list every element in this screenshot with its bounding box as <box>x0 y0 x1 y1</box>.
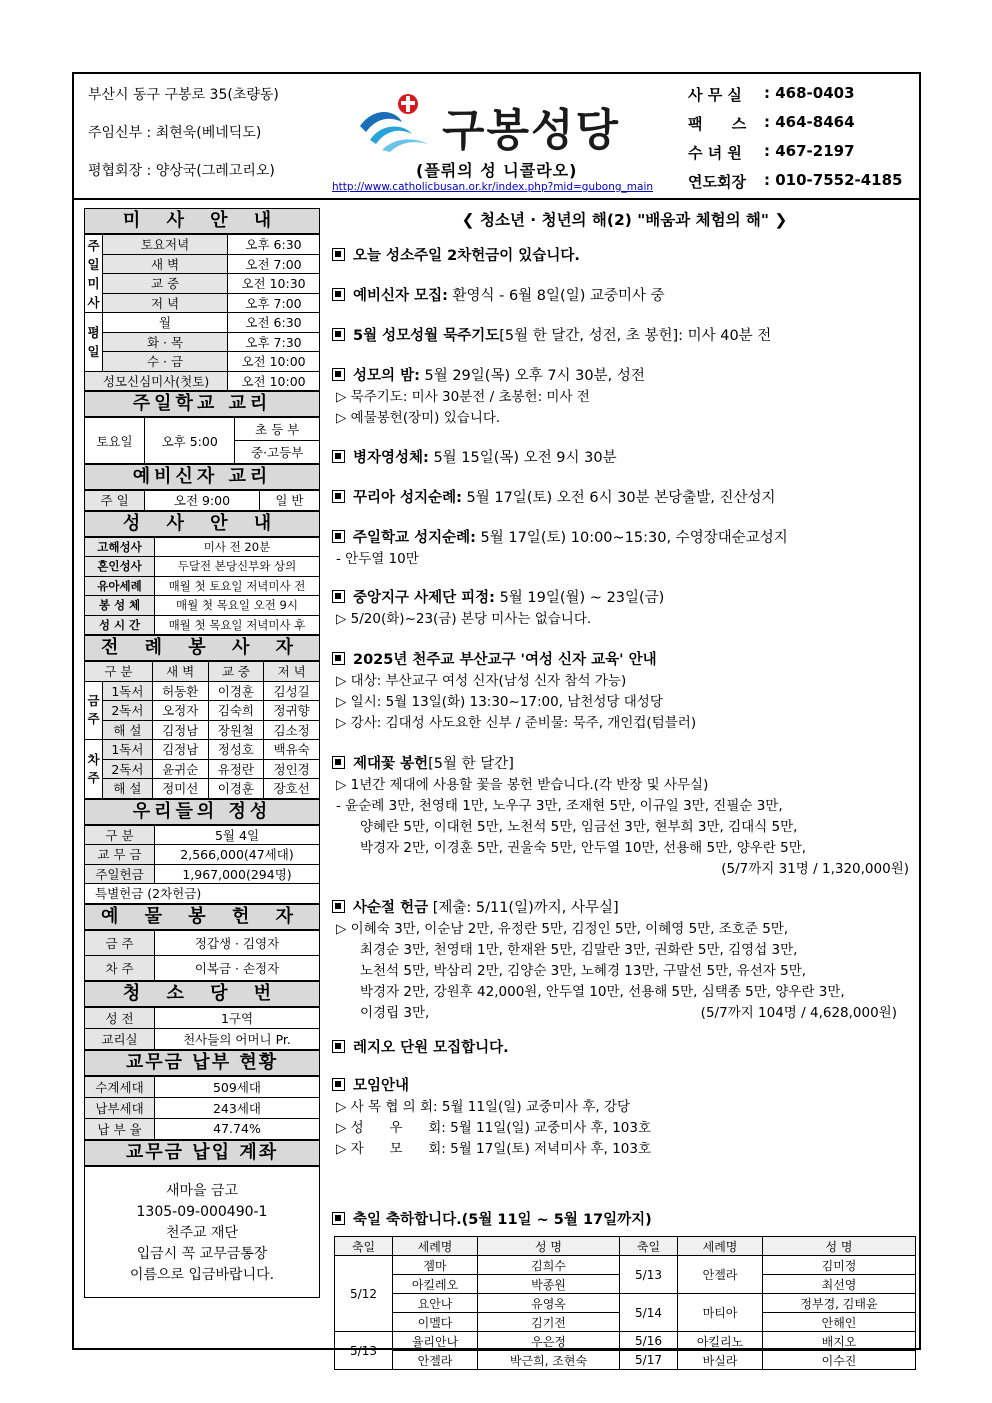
bullet-icon <box>332 900 345 913</box>
feast-saint: 아킬리노 <box>678 1332 763 1351</box>
catechumen-table <box>84 490 320 511</box>
mass-time: 오전 7:00 <box>228 254 320 274</box>
server-person: 김숙희 <box>208 701 264 721</box>
school-group: 중·고등부 <box>235 441 320 464</box>
server-person: 정귀향 <box>264 701 320 721</box>
server-role: 해 설 <box>103 720 153 740</box>
servers-table <box>84 661 320 799</box>
notice-sub: ▷ 사 목 협 의 회: 5월 11일(일) 교중미사 후, 강당 <box>336 1099 631 1115</box>
feast-saint: 마티아 <box>678 1294 763 1332</box>
server-role: 2독서 <box>103 701 153 721</box>
server-person: 오정자 <box>152 701 208 721</box>
contact-row <box>688 171 918 200</box>
cleaning-title: 청 소 당 번 <box>84 981 320 1007</box>
notice-head: 모임안내 <box>353 1078 410 1094</box>
offering-label: 교 무 금 <box>85 845 155 865</box>
parish-info <box>88 88 348 202</box>
bullet-icon <box>332 1212 345 1225</box>
servers-head: 교 중 <box>208 662 264 682</box>
feast-saint: 안젤라 <box>678 1256 763 1294</box>
feast-head: 세례명 <box>678 1237 763 1256</box>
notice-total: (5/7까지 31명 / 1,320,000원) <box>721 861 909 877</box>
account-line: 입금시 꼭 교무금통장 <box>136 1245 268 1262</box>
mass-time: 오전 10:00 <box>228 371 320 391</box>
notice-sub: ▷ 일시: 5월 13일(화) 13:30~17:00, 남천성당 대성당 <box>336 694 663 710</box>
feast-head: 축일 <box>335 1237 393 1256</box>
pastor: 주임신부 : 최현욱(베네딕도) <box>88 125 262 141</box>
cleaning-group: 1구역 <box>155 1007 320 1028</box>
notice-body: 5월 17일(토) 오전 6시 30분 본당출발, 진산성지 <box>461 490 776 506</box>
notice-item <box>332 366 917 429</box>
sacrament-info: 매월 첫 목요일 오전 9시 <box>155 596 320 616</box>
church-logo-icon <box>356 92 434 152</box>
servers-title: 전 례 봉 사 자 <box>84 635 320 661</box>
feast-saint: 바실라 <box>678 1351 763 1370</box>
sacrament-info: 미사 전 20분 <box>155 537 320 557</box>
label-char: 미 <box>87 275 100 291</box>
label-char: 사 <box>87 294 100 310</box>
notice-item <box>332 898 917 1024</box>
server-person: 김성길 <box>264 681 320 701</box>
server-role: 1독서 <box>103 740 153 760</box>
notice-body: [5월 한 달간, 성전, 초 봉헌]: 미사 40분 전 <box>499 328 772 344</box>
council-president: 평협회장 : 양상국(그레고리오) <box>88 163 275 179</box>
notice-body: 5월 19일(월) ~ 23일(금) <box>494 590 665 606</box>
notice-head: 레지오 단원 모집합니다. <box>353 1040 509 1056</box>
offering-table <box>84 825 320 904</box>
notice-sub: ▷ 예물봉헌(장미) 있습니다. <box>336 410 501 426</box>
this-week-label: 금주 <box>85 681 103 740</box>
sunday-school-title: 주일학교 교리 <box>84 391 320 417</box>
mass-name: 화 · 목 <box>103 332 228 352</box>
feast-person: 박근희, 조현숙 <box>478 1351 620 1370</box>
notice-head: 5월 성모성월 묵주기도 <box>353 328 500 344</box>
mass-name: 저 녁 <box>103 293 228 313</box>
sacrament-name: 혼인성사 <box>85 557 155 577</box>
sacrament-name: 유아세례 <box>85 576 155 596</box>
theme-title: ❮ 청소년 · 청년의 해(2) "배움과 체험의 해" ❯ <box>461 211 788 229</box>
server-person: 이경훈 <box>208 779 264 799</box>
notice-item <box>332 326 917 347</box>
mass-schedule-title: 미 사 안 내 <box>84 208 320 234</box>
notice-item <box>332 650 917 734</box>
bullet-icon <box>332 450 345 463</box>
label-char: 일 <box>87 256 100 272</box>
notice-sub: 노천석 5만, 박삼리 2만, 김양순 3만, 노혜경 13만, 구말선 5만, 유선자 5만, <box>360 963 807 979</box>
bulletin-page <box>72 72 921 1368</box>
notice-head: 중앙지구 사제단 피정: <box>353 590 495 606</box>
contact-label: 연도회장 <box>688 173 746 191</box>
offering-label: 주일헌금 <box>85 864 155 884</box>
server-role: 2독서 <box>103 759 153 779</box>
server-person: 정성호 <box>208 740 264 760</box>
parish-logo <box>332 88 676 198</box>
server-person: 유정란 <box>208 759 264 779</box>
notice-item <box>332 448 917 469</box>
parish-title: 구봉성당 <box>442 105 621 156</box>
mass-time: 오후 7:00 <box>228 293 320 313</box>
notice-item <box>332 754 917 880</box>
dues-value: 47.74% <box>155 1118 320 1139</box>
notice-sub: 최경순 3만, 천영태 1만, 한재완 5만, 김말란 3만, 권화란 5만, 김영섭 3만, <box>360 942 798 958</box>
contact-label: 팩 스 <box>688 115 759 133</box>
server-person: 정인경 <box>264 759 320 779</box>
notice-sub: ▷ 자 모 회: 5월 17일(토) 저녁미사 후, 103호 <box>336 1141 652 1157</box>
feast-person: 우은정 <box>478 1332 620 1351</box>
feast-date: 5/13 <box>620 1256 678 1294</box>
notice-last-line <box>332 1003 917 1024</box>
notice-head: 축일 축하합니다.(5월 11일 ~ 5월 17일까지) <box>353 1212 652 1228</box>
feast-person: 김미정 <box>763 1256 916 1275</box>
mass-name: 수 · 금 <box>103 352 228 372</box>
address: 부산시 동구 구봉로 35(초량동) <box>88 87 279 103</box>
sacraments-table <box>84 537 320 636</box>
server-person: 장원철 <box>208 720 264 740</box>
bullet-icon <box>332 368 345 381</box>
school-day: 토요일 <box>85 418 145 464</box>
contact-value: : 468-0403 <box>764 84 855 102</box>
notice-sub: - 윤순례 3만, 천영태 1만, 노우구 3만, 조재현 5만, 이규일 3만, 진필순 3만, <box>336 798 783 814</box>
bullet-icon <box>332 328 345 341</box>
feast-date: 5/12 <box>335 1256 393 1332</box>
notice-sub: ▷ 묵주기도: 미사 30분전 / 초봉헌: 미사 전 <box>336 389 590 405</box>
school-time: 오후 5:00 <box>144 418 235 464</box>
mass-time: 오전 10:00 <box>228 352 320 372</box>
notice-body: 5월 17일(토) 10:00~15:30, 수영장대순교성지 <box>475 530 788 546</box>
feast-person: 박종원 <box>478 1275 620 1294</box>
cleaning-place: 교리실 <box>85 1028 155 1049</box>
mass-time: 오후 7:30 <box>228 332 320 352</box>
offering-title: 우리들의 정성 <box>84 799 320 825</box>
notice-item <box>332 588 917 630</box>
notice-sub: ▷ 이혜숙 3만, 이순남 2만, 유정란 5만, 김정인 5만, 이혜영 5만, 조호준 5만, <box>336 921 789 937</box>
notice-body: [5월 한 달간] <box>428 756 514 772</box>
server-person: 정미선 <box>152 779 208 799</box>
feast-person: 정부경, 김태윤 <box>763 1294 916 1313</box>
server-person: 김정남 <box>152 740 208 760</box>
sacrament-info: 매월 첫 토요일 저녁미사 전 <box>155 576 320 596</box>
notice-head: 오늘 성소주일 2차헌금이 있습니다. <box>353 248 580 264</box>
bullet-icon <box>332 490 345 503</box>
feast-person: 이수진 <box>763 1351 916 1370</box>
mass-name: 새 벽 <box>103 254 228 274</box>
feast-saint: 율리안나 <box>393 1332 478 1351</box>
feast-head: 성 명 <box>478 1237 620 1256</box>
sunday-mass-label <box>85 235 103 313</box>
school-group: 초 등 부 <box>235 418 320 441</box>
notice-body: 5월 29일(목) 오후 7시 30분, 성전 <box>419 368 645 384</box>
cleaning-table <box>84 1007 320 1050</box>
sacrament-name: 성 시 간 <box>85 615 155 635</box>
parish-patron: (플뤼의 성 니콜라오) <box>416 161 578 180</box>
feast-date: 5/13 <box>335 1332 393 1370</box>
mass-time: 오후 6:30 <box>228 235 320 255</box>
feast-date: 5/16 <box>620 1332 678 1351</box>
offering-label: 구 분 <box>85 825 155 845</box>
feast-table <box>334 1236 916 1370</box>
contact-value: : 464-8464 <box>764 113 855 131</box>
notice-body: 5월 15일(목) 오전 9시 30분 <box>428 450 617 466</box>
feast-head: 세례명 <box>393 1237 478 1256</box>
notice-head: 예비신자 모집: <box>353 288 448 304</box>
server-person: 장호선 <box>264 779 320 799</box>
server-person: 이경훈 <box>208 681 264 701</box>
bullet-icon <box>332 590 345 603</box>
parish-url-link[interactable]: http://www.catholicbusan.or.kr/index.php?mid=gubong_main <box>332 181 654 193</box>
sacraments-title: 성 사 안 내 <box>84 511 320 537</box>
gift-donors-title: 예 물 봉 헌 자 <box>84 904 320 930</box>
dues-value: 243세대 <box>155 1097 320 1118</box>
offering-value: 2,566,000(47세대) <box>155 845 320 865</box>
account-line: 1305-09-000490-1 <box>136 1203 268 1220</box>
notice-sub: - 안두열 10만 <box>336 551 419 567</box>
notice-total: (5/7까지 104명 / 4,628,000원) <box>700 1005 897 1021</box>
server-person: 윤귀순 <box>152 759 208 779</box>
dues-status-title: 교무금 납부 현황 <box>84 1050 320 1076</box>
right-column <box>332 208 917 1368</box>
notice-head: 사순절 헌금 <box>353 900 429 916</box>
bullet-icon <box>332 1078 345 1091</box>
mass-name: 성모신심미사(첫토) <box>85 371 228 391</box>
account-line: 새마을 금고 <box>165 1182 239 1199</box>
dues-account-box <box>84 1166 320 1298</box>
feast-person: 김희수 <box>478 1256 620 1275</box>
feast-head: 성 명 <box>763 1237 916 1256</box>
account-line: 이름으로 입금바랍니다. <box>129 1266 275 1283</box>
notice-head: 2025년 천주교 부산교구 '여성 신자 교육' 안내 <box>353 652 657 668</box>
sunday-school-table <box>84 417 320 464</box>
sacrament-name: 고해성사 <box>85 537 155 557</box>
notice-item <box>332 528 917 570</box>
feast-head: 축일 <box>620 1237 678 1256</box>
notice-item <box>332 1038 917 1059</box>
notice-sub: ▷ 성 우 회: 5월 11일(일) 교중미사 후, 103호 <box>336 1120 652 1136</box>
mass-time: 오전 10:30 <box>228 274 320 294</box>
week-label: 차 주 <box>85 955 155 980</box>
cleaning-group: 천사들의 어머니 Pr. <box>155 1028 320 1049</box>
mass-name: 월 <box>103 313 228 333</box>
notice-item <box>332 1076 917 1160</box>
notice-head: 꾸리아 성지순례: <box>353 490 462 506</box>
notice-head: 병자영성체: <box>353 450 429 466</box>
servers-head: 저 녁 <box>264 662 320 682</box>
contact-label: 수 녀 원 <box>688 144 742 162</box>
bullet-icon <box>332 1040 345 1053</box>
notice-item <box>332 246 917 267</box>
server-person: 허동환 <box>152 681 208 701</box>
notice-sub: ▷ 강사: 김대성 사도요한 신부 / 준비물: 묵주, 개인컵(텀블러) <box>336 715 697 731</box>
catechumen-title: 예비신자 교리 <box>84 464 320 490</box>
feast-person: 유영옥 <box>478 1294 620 1313</box>
server-person: 김소정 <box>264 720 320 740</box>
feast-date: 5/17 <box>620 1351 678 1370</box>
week-label: 금 주 <box>85 930 155 955</box>
bullet-icon <box>332 652 345 665</box>
notice-sub: ▷ 1년간 제대에 사용할 꽃을 봉헌 받습니다.(각 반장 및 사무실) <box>336 777 709 793</box>
feast-person: 안해인 <box>763 1313 916 1332</box>
catechumen-day: 주 일 <box>85 491 145 511</box>
feast-person: 배지오 <box>763 1332 916 1351</box>
offering-label: 특별헌금 (2차헌금) <box>85 884 320 904</box>
label-char: 평 <box>87 324 100 340</box>
offering-value: 5월 4일 <box>155 825 320 845</box>
server-person: 백유숙 <box>264 740 320 760</box>
dues-value: 509세대 <box>155 1076 320 1097</box>
left-column <box>84 208 320 1298</box>
notice-body: 환영식 - 6월 8일(일) 교중미사 중 <box>447 288 665 304</box>
contact-row <box>688 142 918 171</box>
contact-list <box>688 84 918 200</box>
contact-value: : 010-7552-4185 <box>764 171 903 189</box>
server-role: 1독서 <box>103 681 153 701</box>
server-person: 김정남 <box>152 720 208 740</box>
notice-item <box>332 1210 917 1231</box>
feast-person: 김기전 <box>478 1313 620 1332</box>
notice-sub: ▷ 5/20(화)~23(금) 본당 미사는 없습니다. <box>336 611 592 627</box>
bullet-icon <box>332 288 345 301</box>
servers-head: 새 벽 <box>152 662 208 682</box>
notice-item <box>332 488 917 509</box>
notice-head: 성모의 밤: <box>353 368 420 384</box>
notice-sub: 양혜란 5만, 이대헌 5만, 노천석 5만, 임금선 3만, 현부희 3만, 김대식 5만, <box>360 819 798 835</box>
account-line: 천주교 재단 <box>165 1224 239 1241</box>
bullet-icon <box>332 756 345 769</box>
label-char: 일 <box>87 343 100 359</box>
feast-saint: 아킬레오 <box>393 1275 478 1294</box>
bullet-icon <box>332 530 345 543</box>
notice-sub: 이경립 3만, <box>360 1005 430 1021</box>
mass-name: 교 중 <box>103 274 228 294</box>
notice-sub: 박경자 2만, 강원후 42,000원, 안두열 10만, 선용해 5만, 심택종 5만, 양우란 3만, <box>360 984 845 1000</box>
dues-account-title: 교무금 납입 계좌 <box>84 1140 320 1166</box>
cleaning-place: 성 전 <box>85 1007 155 1028</box>
mass-name: 토요저녁 <box>103 235 228 255</box>
contact-row <box>688 84 918 113</box>
feast-saint: 이멜다 <box>393 1313 478 1332</box>
sacrament-info: 매월 첫 목요일 저녁미사 후 <box>155 615 320 635</box>
notice-head: 제대꽃 봉헌 <box>353 756 429 772</box>
bullet-icon <box>332 248 345 261</box>
donor-names: 정갑생 · 김영자 <box>155 930 320 955</box>
dues-label: 납부세대 <box>85 1097 155 1118</box>
notice-head: 주일학교 성지순례: <box>353 530 476 546</box>
notice-item <box>332 286 917 307</box>
header <box>74 74 919 200</box>
dues-label: 수계세대 <box>85 1076 155 1097</box>
next-week-label: 차주 <box>85 740 103 799</box>
notice-sub: ▷ 대상: 부산교구 여성 신자(남성 신자 참석 가능) <box>336 673 627 689</box>
servers-head: 구 분 <box>85 662 153 682</box>
contact-row <box>688 113 918 142</box>
feast-saint: 요안나 <box>393 1294 478 1313</box>
catechumen-group: 일 반 <box>259 491 319 511</box>
sacrament-info: 두달전 본당신부와 상의 <box>155 557 320 577</box>
weekday-mass-label <box>85 313 103 372</box>
feast-saint: 안젤라 <box>393 1351 478 1370</box>
notice-sub: 박경자 2만, 이경훈 5만, 권울숙 5만, 안두열 10만, 선용해 5만, 양우란 5만, <box>360 840 807 856</box>
notice-body: [제출: 5/11(일)까지, 사무실] <box>428 900 619 916</box>
mass-schedule-table <box>84 234 320 391</box>
feast-date: 5/14 <box>620 1294 678 1332</box>
gift-donors-table <box>84 930 320 981</box>
dues-status-table <box>84 1076 320 1140</box>
mass-time: 오전 6:30 <box>228 313 320 333</box>
catechumen-time: 오전 9:00 <box>145 491 260 511</box>
label-char: 주 <box>87 237 100 253</box>
dues-label: 납 부 율 <box>85 1118 155 1139</box>
contact-value: : 467-2197 <box>764 142 855 160</box>
contact-label: 사 무 실 <box>688 86 742 104</box>
donor-names: 이복금 · 손정자 <box>155 955 320 980</box>
feast-saint: 젬마 <box>393 1256 478 1275</box>
offering-value: 1,967,000(294명) <box>155 864 320 884</box>
feast-person: 최선영 <box>763 1275 916 1294</box>
server-role: 해 설 <box>103 779 153 799</box>
sacrament-name: 봉 성 체 <box>85 596 155 616</box>
